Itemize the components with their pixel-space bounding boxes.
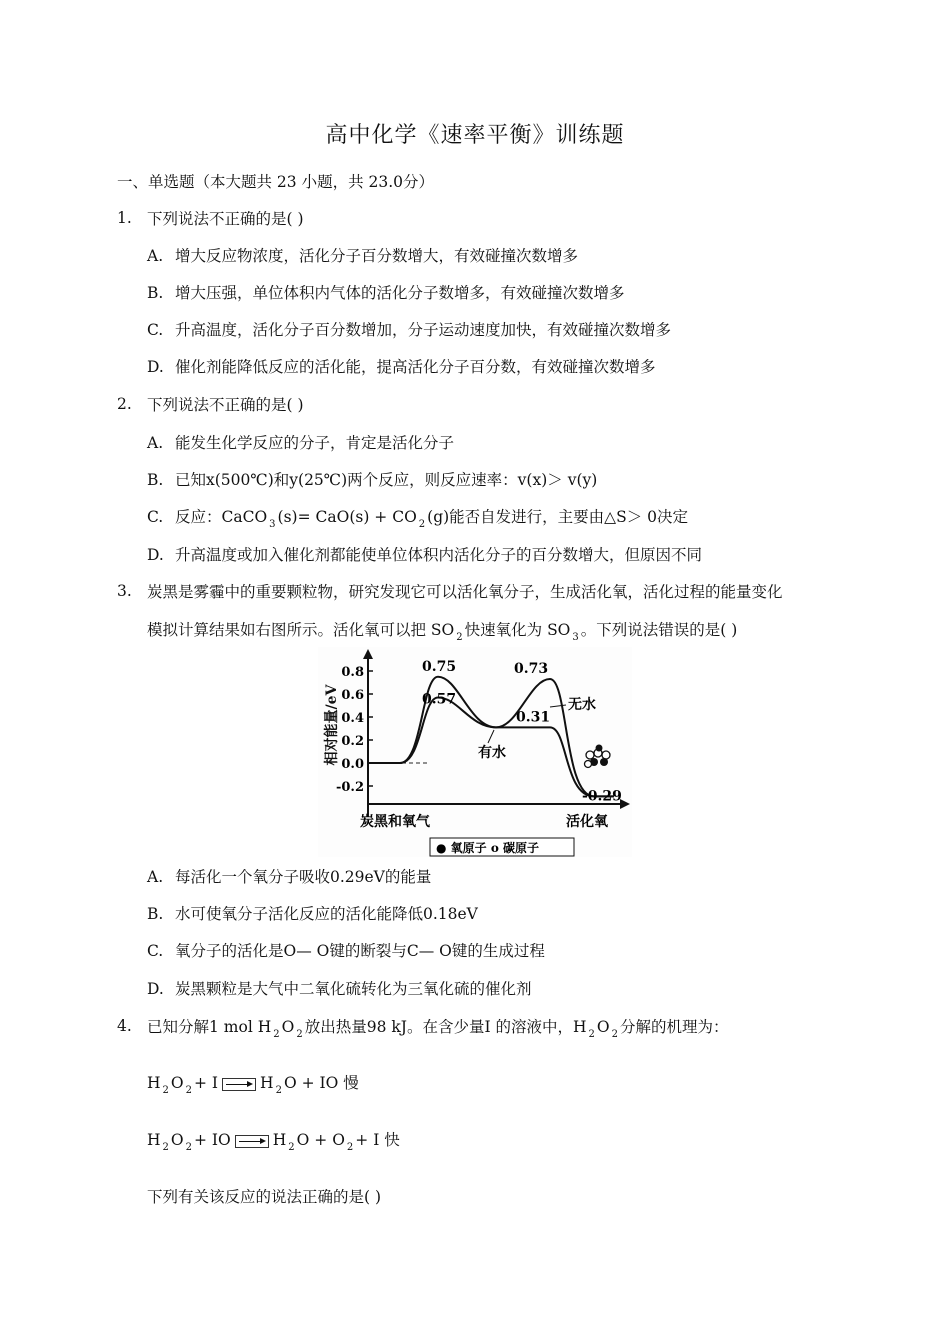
option-letter: C. [147,942,164,960]
subscript: 2 [162,1142,169,1153]
stem-part: O [281,1018,295,1036]
activated-oxygen-molecule-icon [585,745,611,768]
q1-option-d[interactable] [147,357,656,377]
stem-part: 模拟计算结果如右图所示。活化氧可以把 SO [147,621,455,639]
q3-stem-line2 [147,620,737,648]
q3-number: 3. [117,582,132,600]
x-label-end: 活化氧 [566,814,608,830]
y-tick-label: -0.2 [335,780,364,795]
series-label-no-water: 无水 [568,697,596,713]
option-letter: C. [147,508,164,526]
option-text: 增大压强，单位体积内气体的活化分子数增多，有效碰撞次数增多 [175,284,625,302]
data-label: 0.73 [514,661,549,678]
option-text: 每活化一个氧分子吸收0.29eV的能量 [175,868,432,886]
y-tick-label: 0.2 [341,734,364,749]
y-tick-label: 0.8 [341,665,364,680]
subscript: 2 [588,1029,595,1040]
option-text: 水可使氧分子活化反应的活化能降低0.18eV [175,905,478,923]
q4-equation-2 [147,1130,400,1158]
subscript: 2 [611,1029,618,1040]
subscript: 2 [185,1085,192,1096]
legend-text: ● 氧原子 o 碳原子 [436,841,540,855]
y-tick-label: 0.6 [341,688,364,703]
q3-option-b[interactable] [147,904,478,924]
stem-part: 快速氧化为 SO [464,621,571,639]
subscript: 2 [346,1142,354,1153]
option-letter: A. [147,247,164,265]
q4-number: 4. [117,1017,132,1035]
subscript: 3 [572,632,579,643]
subscript: 2 [275,1085,282,1096]
q4-question: 下列有关该反应的说法正确的是( ) [147,1188,382,1206]
option-text: 氧分子的活化是O— O键的断裂与C— O键的生成过程 [175,942,545,960]
q4-equation-1 [147,1073,359,1101]
option-text: 能发生化学反应的分子，肯定是活化分子 [175,434,455,452]
series-label-leader [488,730,494,743]
subscript: 2 [185,1142,192,1153]
q4-stem [147,1017,729,1045]
option-text: 增大反应物浓度，活化分子百分数增大，有效碰撞次数增多 [175,247,579,265]
stem-part: 分解的机理为： [620,1018,729,1036]
stem-part: 已知分解1 mol H [147,1018,272,1036]
q2-stem: 下列说法不正确的是( ) [147,396,304,414]
eq-text: O + O [296,1131,345,1149]
option-text: 升高温度或加入催化剂都能使单位体积内活化分子的百分数增大，但原因不同 [175,546,703,564]
subscript: 2 [296,1029,303,1040]
eq-text: H [272,1131,287,1149]
option-letter: B. [147,284,164,302]
q2-option-b[interactable] [147,470,597,490]
data-label: -0.29 [582,788,622,805]
eq-text: H [147,1074,161,1092]
option-text-part: (g)能否自发进行，主要由△S＞ 0决定 [427,508,689,526]
y-axis-label: 相对能量/eV [324,684,340,766]
q2-number: 2. [117,395,132,413]
q2-option-c[interactable] [147,507,688,535]
option-text: 炭黑颗粒是大气中二氧化硫转化为三氧化硫的催化剂 [175,980,532,998]
y-tick-label: 0.4 [341,711,364,726]
option-letter: D. [147,546,164,564]
eq-text: + I 快 [355,1131,400,1149]
y-axis-arrow [363,649,373,659]
subscript: 2 [418,519,426,530]
eq-text: O [170,1131,184,1149]
eq-text: + IO [194,1131,231,1149]
eq-text: H [260,1074,274,1092]
reaction-arrow-icon [235,1135,269,1148]
q3-option-d[interactable] [147,979,532,999]
energy-chart [318,647,632,857]
data-label: 0.75 [422,658,457,675]
stem-part: 放出热量98 kJ。在含少量I 的溶液中，H [304,1018,587,1036]
reaction-arrow-icon [222,1078,256,1091]
q1-number: 1. [117,209,132,227]
energy-diagram-figure [318,647,632,857]
subscript: 2 [456,632,463,643]
eq-text: O [170,1074,184,1092]
eq-text: H [147,1131,161,1149]
q1-option-b[interactable] [147,283,625,303]
subscript: 3 [269,519,276,530]
q1-stem: 下列说法不正确的是( ) [147,210,304,228]
eq-text: + I [194,1074,219,1092]
series-label-leader [550,705,566,707]
option-text: 已知x(500℃)和y(25℃)两个反应，则反应速率：v(x)＞ v(y) [175,471,598,489]
section-heading: 一、单选题（本大题共 23 小题，共 23.0分） [117,173,435,191]
option-text-part: 反应：CaCO [175,508,268,526]
q2-option-a[interactable] [147,433,454,453]
subscript: 2 [162,1085,169,1096]
stem-part: O [596,1018,610,1036]
data-label: 0.57 [422,691,457,708]
option-letter: B. [147,471,164,489]
subscript: 2 [288,1142,295,1153]
option-text-part: (s)= CaO(s) + CO [277,508,417,526]
y-tick-label: 0.0 [341,757,364,772]
series-label-water: 有水 [478,745,506,761]
option-letter: C. [147,321,164,339]
option-text: 升高温度，活化分子百分数增加，分子运动速度加快，有效碰撞次数增多 [175,321,672,339]
option-letter: A. [147,868,164,886]
stem-part: 。下列说法错误的是( ) [580,621,738,639]
q1-option-c[interactable] [147,320,671,340]
subscript: 2 [273,1029,280,1040]
q3-option-c[interactable] [147,941,545,961]
q3-option-a[interactable] [147,867,431,887]
option-letter: A. [147,434,164,452]
option-letter: B. [147,905,164,923]
q3-stem-line1: 炭黑是雾霾中的重要颗粒物，研究发现它可以活化氧分子，生成活化氧，活化过程的能量变化 [147,583,783,601]
x-label-start: 炭黑和氧气 [360,814,430,830]
eq-text: O + IO 慢 [283,1074,359,1092]
option-letter: D. [147,358,164,376]
option-letter: D. [147,980,164,998]
data-label: 0.31 [516,709,551,726]
option-text: 催化剂能降低反应的活化能，提高活化分子百分数，有效碰撞次数增多 [175,358,656,376]
page-title: 高中化学《速率平衡》训练题 [325,123,625,148]
q2-option-d[interactable] [147,545,702,565]
q1-option-a[interactable] [147,246,578,266]
